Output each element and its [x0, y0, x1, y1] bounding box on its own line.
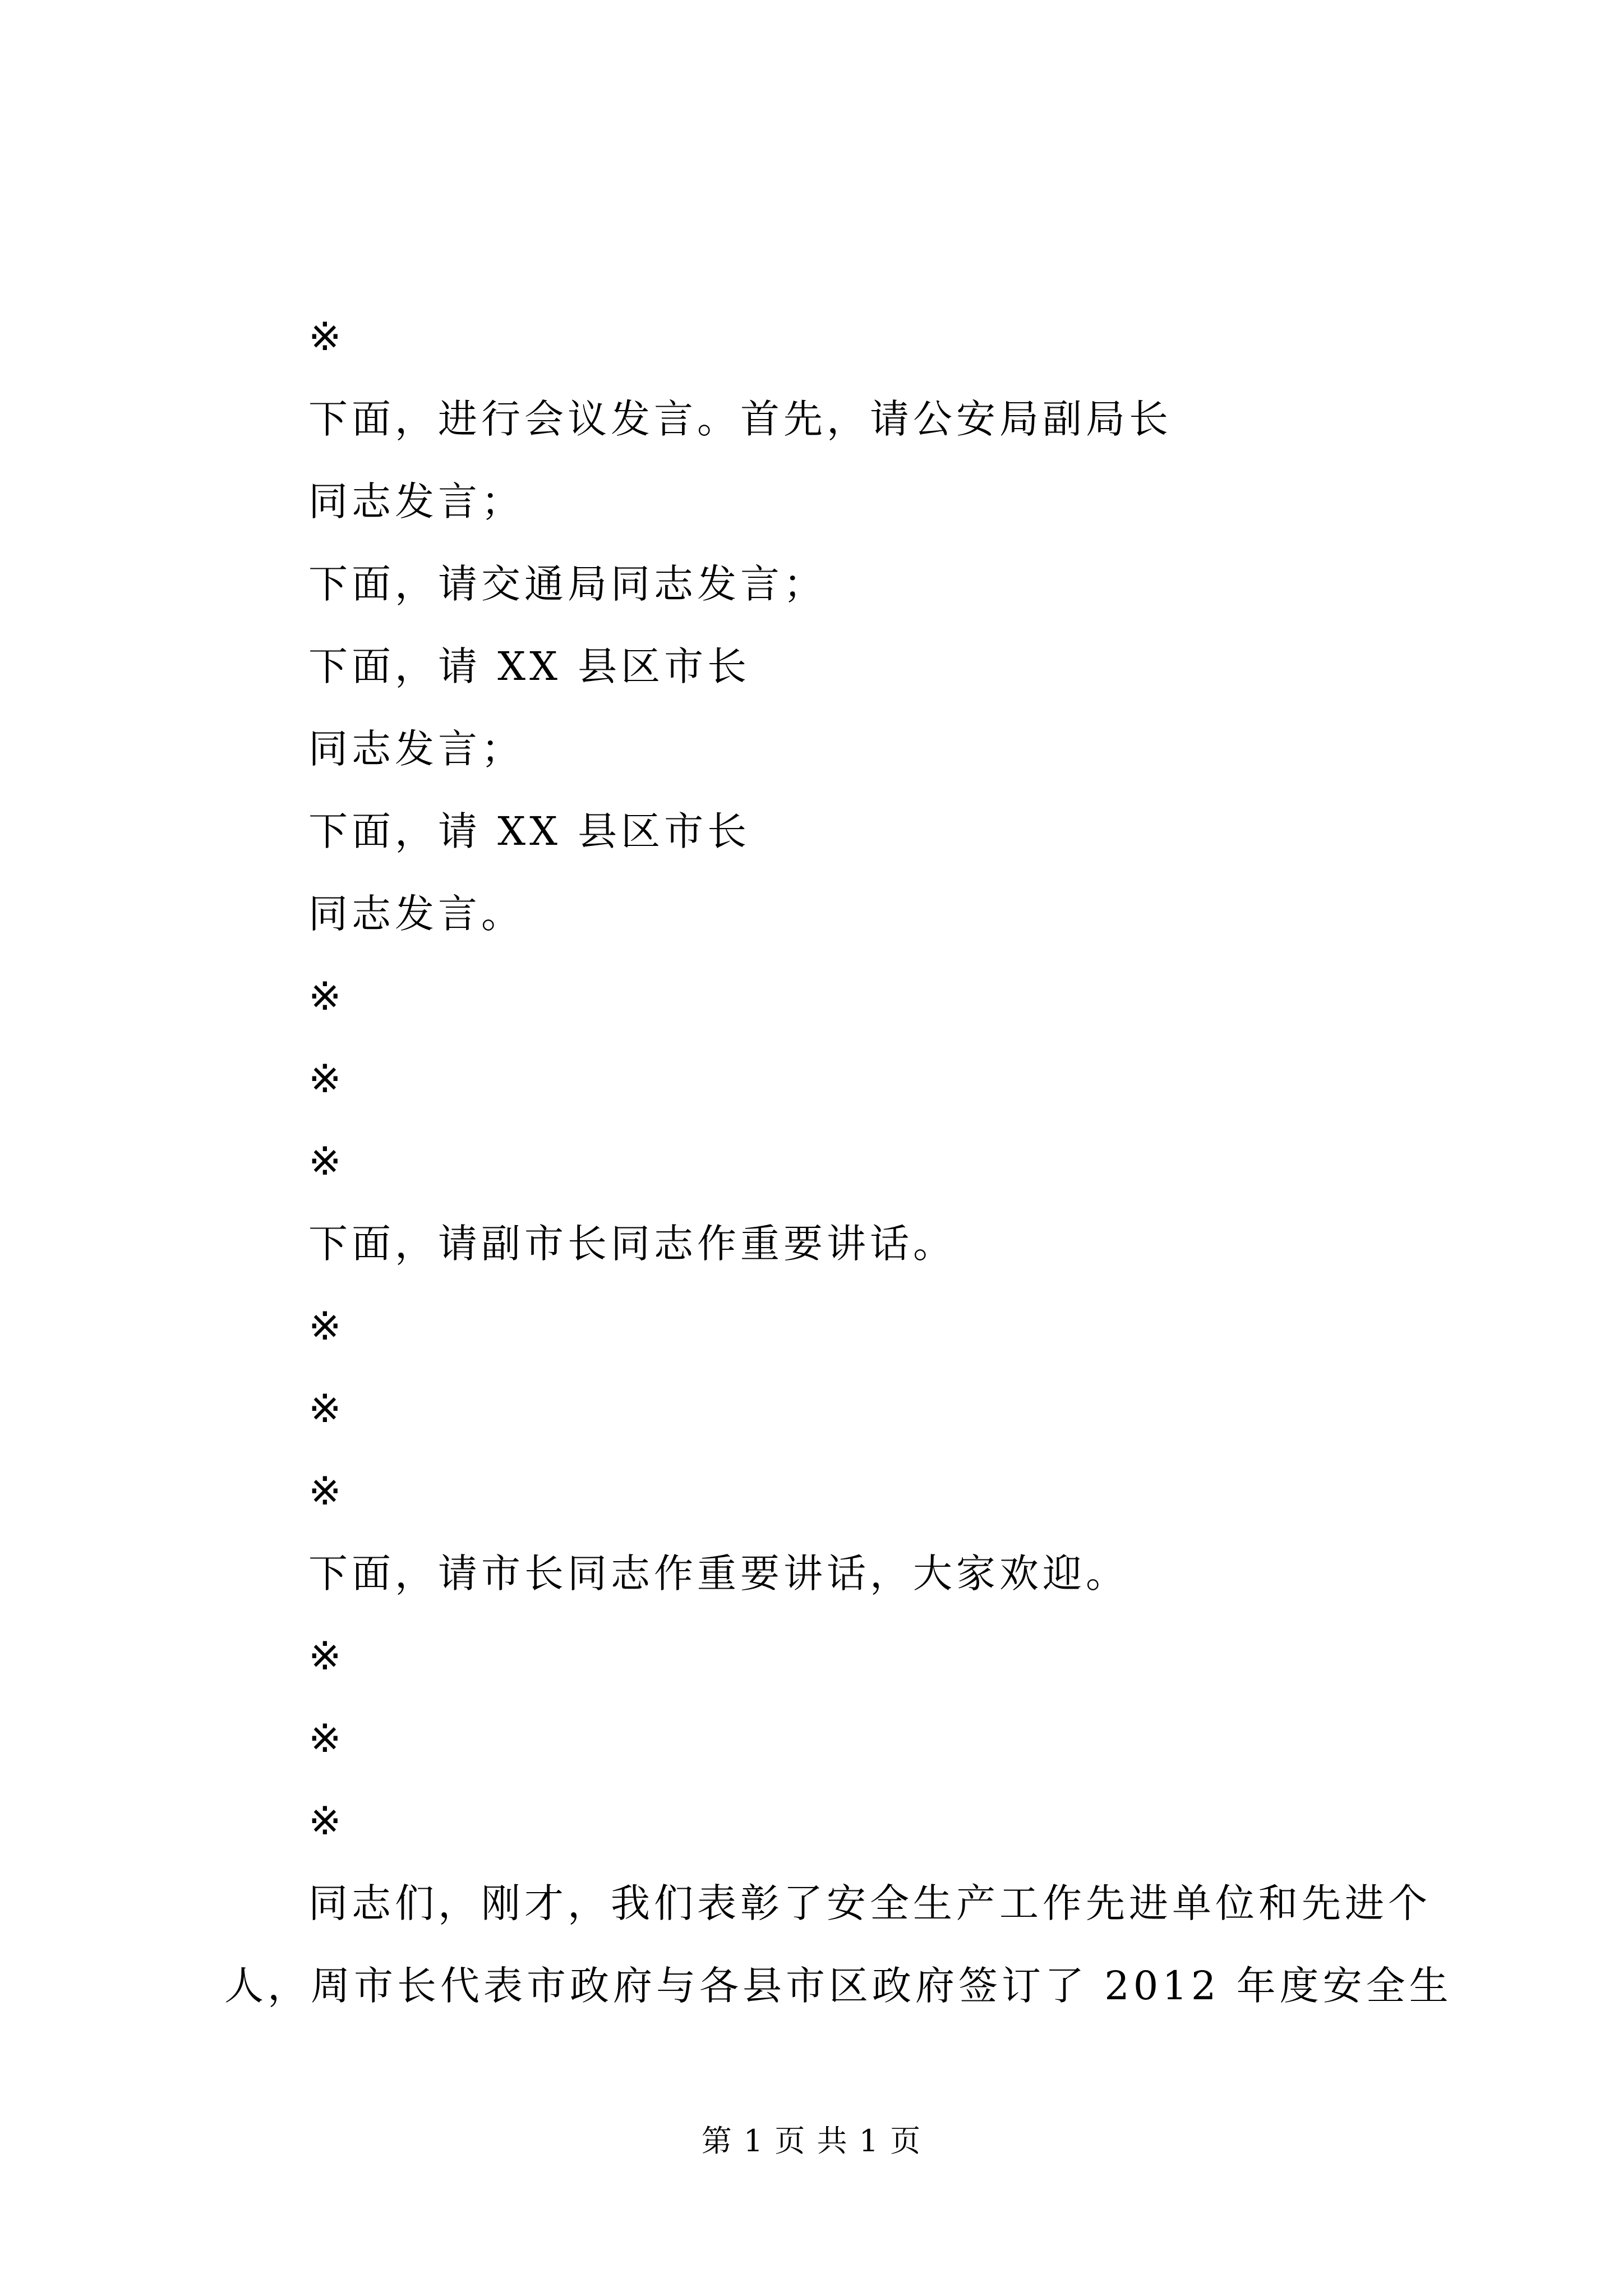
page-footer: 第 1 页 共 1 页: [701, 2123, 922, 2159]
reference-mark: ※: [308, 1633, 345, 1679]
reference-mark: ※: [308, 1798, 345, 1844]
text-line: 同志发言；: [308, 478, 524, 524]
text-line: 同志发言；: [308, 726, 524, 772]
text-line: 下面，请交通局同志发言；: [308, 561, 827, 607]
reference-mark: ※: [308, 1386, 345, 1432]
paragraph-continuation-line: 人，周市长代表市政府与各县市区政府签订了 2012 年度安全生: [224, 1963, 1453, 2009]
text-line: 同志发言。: [308, 891, 524, 937]
reference-mark: ※: [308, 1138, 345, 1184]
text-line: 下面，请 XX 县区市长: [308, 808, 751, 854]
reference-mark: ※: [308, 973, 345, 1019]
reference-mark: ※: [308, 1303, 345, 1349]
reference-mark: ※: [308, 1056, 345, 1102]
paragraph-line: 同志们，刚才，我们表彰了安全生产工作先进单位和先进个: [308, 1880, 1431, 1926]
document-body: [224, 296, 1453, 2027]
reference-mark: ※: [308, 314, 345, 360]
reference-mark: ※: [308, 1715, 345, 1761]
text-line: 下面，请市长同志作重要讲话，大家欢迎。: [308, 1550, 1129, 1596]
text-line: 下面，请 XX 县区市长: [308, 643, 751, 689]
text-line: 下面，进行会议发言。首先，请公安局副局长: [308, 396, 1172, 442]
reference-mark: ※: [308, 1468, 345, 1514]
text-line: 下面，请副市长同志作重要讲话。: [308, 1221, 956, 1267]
